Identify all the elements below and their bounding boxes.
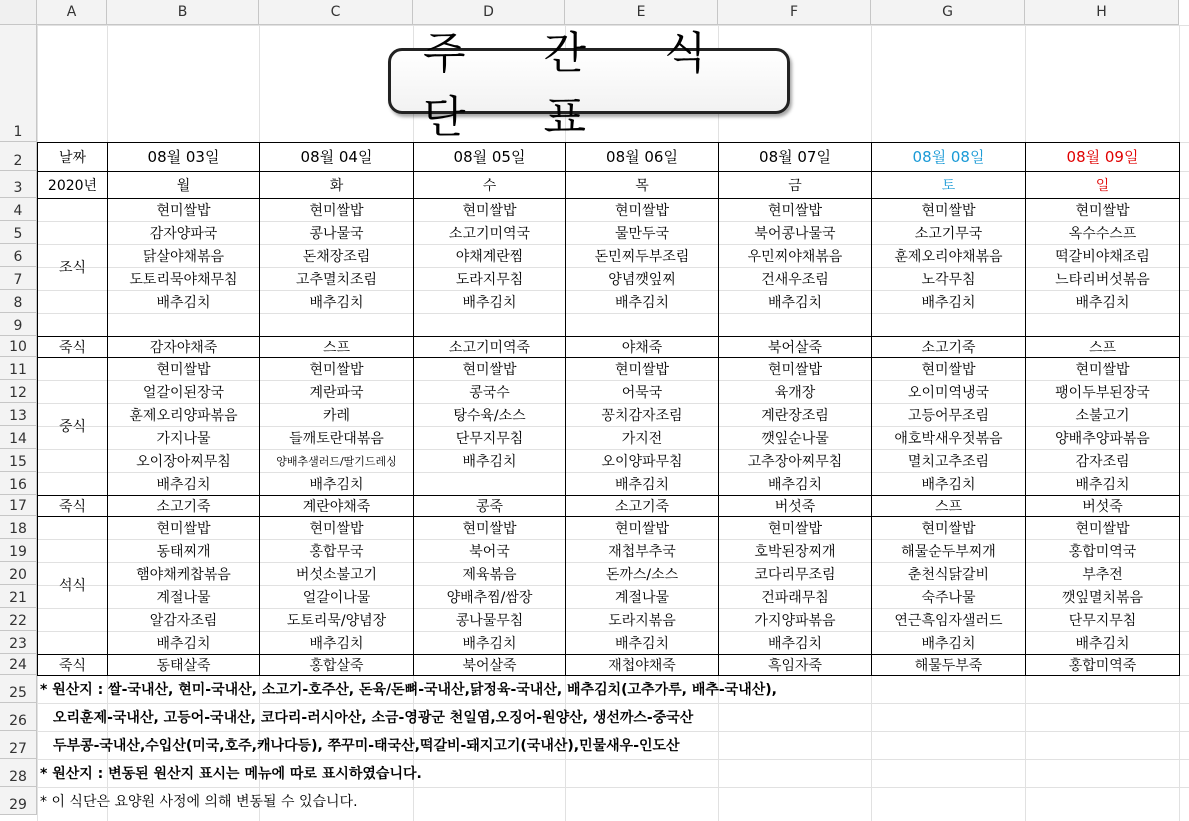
date-label[interactable]: 날짜 <box>58 149 87 166</box>
date-cell[interactable]: 08월 07일 <box>759 148 831 166</box>
porridge-item[interactable]: 홍합미역죽 <box>1068 657 1137 674</box>
row-header[interactable]: 19 <box>0 539 37 562</box>
menu-item[interactable] <box>414 472 565 495</box>
menu-item[interactable]: 현미쌀밥 <box>462 361 517 378</box>
year-label[interactable]: 2020년 <box>47 177 98 194</box>
menu-item[interactable]: 육개장 <box>774 384 816 401</box>
menu-item[interactable]: 양배추샐러드/딸기드레싱 <box>276 454 397 468</box>
porridge-label[interactable]: 죽식 <box>58 498 87 515</box>
menu-item[interactable]: 현미쌀밥 <box>767 202 823 219</box>
date-cell[interactable]: 08월 03일 <box>147 148 220 166</box>
weekday-cell[interactable]: 일 <box>1095 177 1110 194</box>
porridge-item[interactable]: 스프 <box>1088 339 1117 356</box>
menu-item[interactable]: 고추멸치조림 <box>295 271 378 288</box>
row-header[interactable]: 14 <box>0 426 37 449</box>
menu-item[interactable]: 양념깻잎찌 <box>608 271 676 288</box>
porridge-item[interactable]: 버섯죽 <box>1082 498 1123 515</box>
menu-item[interactable]: 배추김치 <box>309 635 364 652</box>
origin-note[interactable]: * 원산지 : 쌀-국내산, 현미-국내산, 소고기-호주산, 돈육/돈뼈-국내산,닭정육-국내산, 배추김치(고추가루, 배추-국내산), <box>40 682 777 698</box>
menu-item[interactable]: 현미쌀밥 <box>309 361 364 378</box>
porridge-item[interactable]: 계란야채죽 <box>302 498 371 515</box>
porridge-item[interactable]: 소고기죽 <box>156 498 211 515</box>
menu-item[interactable]: 배추김치 <box>156 635 211 652</box>
menu-item[interactable]: 애호박새우젓볶음 <box>894 430 1003 447</box>
menu-item[interactable]: 버섯소불고기 <box>295 566 378 583</box>
column-header[interactable]: E <box>565 0 718 25</box>
column-header[interactable]: D <box>413 0 565 25</box>
menu-item[interactable]: 콩나물무침 <box>455 612 524 629</box>
porridge-item[interactable]: 소고기미역죽 <box>448 339 531 356</box>
porridge-item[interactable]: 스프 <box>934 498 963 515</box>
weekday-cell[interactable]: 화 <box>329 177 344 194</box>
menu-item[interactable]: 돈채장조림 <box>302 248 371 265</box>
menu-item[interactable]: 현미쌀밥 <box>1075 520 1130 537</box>
menu-item[interactable]: 배추김치 <box>767 294 823 311</box>
row-header[interactable]: 29 <box>0 787 37 815</box>
menu-item[interactable]: 도라지무침 <box>455 271 524 288</box>
porridge-item[interactable]: 해물두부죽 <box>914 657 983 674</box>
column-header[interactable]: G <box>871 0 1025 25</box>
porridge-item[interactable]: 감자야채죽 <box>149 339 218 356</box>
table-border <box>1179 142 1180 675</box>
menu-item[interactable]: 건새우조림 <box>761 271 829 288</box>
row-header[interactable]: 4 <box>0 198 37 221</box>
menu-item[interactable]: 도라지볶음 <box>608 612 676 629</box>
column-header[interactable]: B <box>107 0 259 25</box>
row-header[interactable]: 27 <box>0 731 37 759</box>
menu-item[interactable]: 현미쌀밥 <box>921 202 976 219</box>
menu-item[interactable]: 계절나물 <box>614 589 670 606</box>
menu-item[interactable]: 느타리버섯볶음 <box>1055 271 1150 288</box>
menu-item[interactable]: 재첩부추국 <box>608 543 676 560</box>
menu-item[interactable]: 배추김치 <box>156 476 211 493</box>
row-header[interactable]: 28 <box>0 759 37 787</box>
weekday-cell[interactable]: 목 <box>635 177 649 194</box>
menu-item[interactable]: 계절나물 <box>156 589 211 606</box>
menu-item[interactable]: 배추김치 <box>1075 294 1130 311</box>
menu-item[interactable]: 훈제오리야채볶음 <box>894 248 1003 265</box>
menu-item[interactable]: 홍합미역국 <box>1068 543 1137 560</box>
column-header[interactable]: A <box>37 0 107 25</box>
weekday-cell[interactable]: 월 <box>176 177 191 194</box>
menu-item[interactable]: 오이양파무침 <box>601 453 683 470</box>
date-cell[interactable]: 08월 09일 <box>1066 148 1139 166</box>
menu-item[interactable]: 옥수수스프 <box>1068 225 1137 242</box>
menu-item[interactable]: 탕수육/소스 <box>453 407 526 424</box>
row-header[interactable]: 23 <box>0 631 37 654</box>
menu-item[interactable]: 현미쌀밥 <box>156 202 211 219</box>
menu-item[interactable]: 감자양파국 <box>149 225 218 242</box>
menu-item[interactable]: 현미쌀밥 <box>614 202 670 219</box>
row-header[interactable]: 2 <box>0 142 37 171</box>
row-header[interactable]: 17 <box>0 495 37 516</box>
menu-item[interactable]: 들깨토란대볶음 <box>289 430 384 447</box>
menu-item[interactable]: 양배추양파볶음 <box>1055 430 1150 447</box>
gridline <box>37 313 1189 314</box>
row-header[interactable]: 7 <box>0 267 37 290</box>
menu-item[interactable]: 배추김치 <box>462 453 517 470</box>
porridge-item[interactable]: 버섯죽 <box>774 498 816 515</box>
row-header[interactable]: 22 <box>0 608 37 631</box>
row-header[interactable]: 13 <box>0 403 37 426</box>
origin-note[interactable]: * 이 식단은 요양원 사정에 의해 변동될 수 있습니다. <box>40 794 358 810</box>
porridge-item[interactable]: 콩죽 <box>475 498 504 515</box>
menu-item[interactable]: 현미쌀밥 <box>309 202 364 219</box>
row-header[interactable]: 1 <box>0 25 37 142</box>
porridge-item[interactable]: 북어살죽 <box>767 339 823 356</box>
menu-item[interactable]: 콩나물국 <box>309 225 364 242</box>
row-header[interactable]: 11 <box>0 357 37 380</box>
menu-item[interactable]: 물만두국 <box>614 225 670 242</box>
menu-item[interactable]: 콩국수 <box>469 384 510 401</box>
menu-item[interactable]: 야채계란찜 <box>455 248 524 265</box>
menu-item[interactable]: 돈까스/소스 <box>605 566 679 583</box>
menu-item[interactable]: 고추장아찌무침 <box>747 453 843 470</box>
menu-item[interactable]: 현미쌀밥 <box>156 520 211 537</box>
menu-item[interactable]: 깻잎멸치볶음 <box>1061 589 1144 606</box>
menu-item[interactable]: 홍합무국 <box>309 543 364 560</box>
menu-item[interactable]: 떡갈비야채조림 <box>1055 248 1150 265</box>
menu-item[interactable]: 부추전 <box>1082 566 1123 583</box>
title-box <box>388 28 790 143</box>
row-header[interactable]: 18 <box>0 516 37 539</box>
menu-item[interactable]: 숙주나물 <box>921 589 976 606</box>
breakfast-label[interactable]: 조식 <box>58 260 87 276</box>
menu-item[interactable]: 배추김치 <box>309 294 364 311</box>
menu-item[interactable]: 팽이두부된장국 <box>1055 384 1150 401</box>
menu-item[interactable]: 배추김치 <box>156 294 211 311</box>
porridge-item[interactable]: 북어살죽 <box>462 657 517 674</box>
menu-item[interactable]: 돈민찌두부조림 <box>594 248 690 265</box>
row-header[interactable]: 20 <box>0 562 37 585</box>
menu-item[interactable]: 소불고기 <box>1075 407 1130 424</box>
menu-item[interactable]: 현미쌀밥 <box>921 520 976 537</box>
menu-item[interactable]: 배추김치 <box>1075 476 1130 493</box>
menu-item[interactable]: 북어콩나물국 <box>754 225 836 242</box>
menu-item[interactable]: 도토리묵야채무침 <box>129 271 238 288</box>
menu-item[interactable]: 배추김치 <box>767 476 823 493</box>
menu-item[interactable]: 노각무침 <box>921 271 976 288</box>
menu-item[interactable]: 카레 <box>322 407 351 424</box>
dinner-label[interactable]: 석식 <box>58 578 87 594</box>
menu-item[interactable]: 동태찌개 <box>156 543 211 560</box>
menu-item[interactable]: 배추김치 <box>767 635 823 652</box>
menu-item[interactable]: 소고기미역국 <box>448 225 531 242</box>
menu-item[interactable]: 꽁치감자조림 <box>601 407 683 424</box>
row-header[interactable]: 3 <box>0 171 37 198</box>
origin-note[interactable]: * 원산지 : 변동된 원산지 표시는 메뉴에 따로 표시하였습니다. <box>40 766 422 782</box>
menu-item[interactable]: 연근흑임자샐러드 <box>894 612 1003 629</box>
row-header[interactable]: 25 <box>0 675 37 703</box>
menu-item[interactable]: 닭살야채볶음 <box>142 248 225 265</box>
select-all-corner[interactable] <box>0 0 37 25</box>
menu-item[interactable]: 춘천식닭갈비 <box>907 566 990 583</box>
porridge-item[interactable]: 스프 <box>322 339 351 356</box>
menu-item[interactable]: 햄야채케찹볶음 <box>136 566 231 583</box>
menu-item[interactable]: 호박된장찌개 <box>754 543 836 560</box>
menu-item[interactable]: 단무지무침 <box>455 430 524 447</box>
menu-item[interactable]: 현미쌀밥 <box>462 202 517 219</box>
row-header[interactable]: 5 <box>0 221 37 244</box>
porridge-item[interactable]: 소고기죽 <box>614 498 670 515</box>
menu-item[interactable]: 배추김치 <box>921 635 976 652</box>
menu-item[interactable]: 알감자조림 <box>149 612 218 629</box>
porridge-item[interactable]: 소고기죽 <box>921 339 976 356</box>
menu-item[interactable]: 도토리묵/양념장 <box>286 612 387 629</box>
porridge-item[interactable]: 흑임자죽 <box>767 657 823 674</box>
menu-item[interactable]: 배추김치 <box>462 294 517 311</box>
row-header[interactable]: 15 <box>0 449 37 472</box>
menu-item[interactable]: 소고기무국 <box>914 225 983 242</box>
porridge-item[interactable]: 홍합살죽 <box>309 657 364 674</box>
porridge-item[interactable]: 재첩야채죽 <box>608 657 676 674</box>
menu-item[interactable]: 얼갈이나물 <box>302 589 371 606</box>
menu-item[interactable]: 얼갈이된장국 <box>142 384 225 401</box>
menu-item[interactable]: 북어국 <box>469 543 510 560</box>
porridge-label[interactable]: 죽식 <box>58 339 87 356</box>
porridge-item[interactable]: 동태살죽 <box>156 657 211 674</box>
menu-item[interactable]: 훈제오리양파볶음 <box>129 407 238 424</box>
menu-item[interactable]: 가지전 <box>621 430 663 447</box>
row-header[interactable]: 6 <box>0 244 37 267</box>
menu-item[interactable]: 가지양파볶음 <box>754 612 836 629</box>
menu-item[interactable]: 배추김치 <box>921 294 976 311</box>
column-header[interactable]: C <box>259 0 413 25</box>
row-header[interactable]: 8 <box>0 290 37 313</box>
menu-item[interactable]: 단무지무침 <box>1068 612 1137 629</box>
menu-item[interactable]: 깻잎순나물 <box>761 430 829 447</box>
weekday-cell[interactable]: 수 <box>482 177 497 194</box>
menu-item[interactable]: 양배추찜/쌈장 <box>446 589 533 606</box>
menu-item[interactable]: 어묵국 <box>621 384 663 401</box>
menu-item[interactable]: 계란장조림 <box>761 407 829 424</box>
date-cell[interactable]: 08월 04일 <box>300 148 373 166</box>
origin-note[interactable]: 두부콩-국내산,수입산(미국,호주,캐나다등), 쭈꾸미-태국산,떡갈비-돼지고기(국내산),민물새우-인도산 <box>53 738 680 754</box>
menu-item[interactable]: 계란파국 <box>309 384 364 401</box>
row-header[interactable]: 16 <box>0 472 37 495</box>
row-header[interactable]: 9 <box>0 313 37 336</box>
menu-item[interactable]: 현미쌀밥 <box>309 520 364 537</box>
row-header[interactable]: 12 <box>0 380 37 403</box>
menu-item[interactable]: 현미쌀밥 <box>614 361 670 378</box>
row-header[interactable]: 21 <box>0 585 37 608</box>
date-cell[interactable]: 08월 06일 <box>606 148 678 166</box>
menu-item[interactable]: 고등어무조림 <box>907 407 990 424</box>
menu-item[interactable]: 우민찌야채볶음 <box>747 248 843 265</box>
menu-item[interactable]: 제육볶음 <box>462 566 517 583</box>
menu-item[interactable]: 현미쌀밥 <box>767 361 823 378</box>
page-title: 주 간 식 단 표 <box>423 28 739 143</box>
menu-item[interactable]: 현미쌀밥 <box>614 520 670 537</box>
menu-item[interactable]: 현미쌀밥 <box>1075 361 1130 378</box>
column-header[interactable]: F <box>718 0 871 25</box>
menu-item[interactable]: 감자조림 <box>1075 453 1130 470</box>
menu-item[interactable]: 배추김치 <box>1075 635 1130 652</box>
porridge-item[interactable]: 야채죽 <box>621 339 663 356</box>
menu-item[interactable]: 현미쌀밥 <box>1075 202 1130 219</box>
menu-item[interactable]: 배추김치 <box>614 294 670 311</box>
origin-note[interactable]: 오리훈제-국내산, 고등어-국내산, 코다리-러시아산, 소금-영광군 천일염,오징어-원양산, 생선까스-중국산 <box>53 710 694 726</box>
menu-item[interactable]: 배추김치 <box>309 476 364 493</box>
date-cell[interactable]: 08월 05일 <box>453 148 526 166</box>
menu-item[interactable]: 현미쌀밥 <box>921 361 976 378</box>
menu-item[interactable]: 현미쌀밥 <box>462 520 517 537</box>
row-header[interactable]: 26 <box>0 703 37 731</box>
lunch-label[interactable]: 중식 <box>58 419 87 435</box>
row-header[interactable]: 24 <box>0 654 37 675</box>
menu-item[interactable]: 현미쌀밥 <box>156 361 211 378</box>
menu-item[interactable]: 배추김치 <box>462 635 517 652</box>
column-header[interactable]: H <box>1025 0 1179 25</box>
menu-item[interactable]: 오이미역냉국 <box>907 384 990 401</box>
menu-item[interactable]: 해물순두부찌개 <box>901 543 996 560</box>
porridge-label[interactable]: 죽식 <box>58 657 87 674</box>
weekday-cell[interactable]: 토 <box>941 177 956 194</box>
menu-item[interactable]: 멸치고추조림 <box>907 453 990 470</box>
menu-item[interactable]: 건파래무침 <box>761 589 829 606</box>
menu-item[interactable]: 코다리무조림 <box>754 566 836 583</box>
row-header[interactable]: 10 <box>0 336 37 357</box>
menu-item[interactable]: 현미쌀밥 <box>767 520 823 537</box>
date-cell[interactable]: 08월 08일 <box>912 148 985 166</box>
menu-item[interactable]: 배추김치 <box>614 635 670 652</box>
menu-item[interactable]: 가지나물 <box>156 430 211 447</box>
menu-item[interactable]: 배추김치 <box>921 476 976 493</box>
menu-item[interactable]: 오이장아찌무침 <box>136 453 231 470</box>
weekday-cell[interactable]: 금 <box>788 177 802 194</box>
menu-item[interactable]: 배추김치 <box>614 476 670 493</box>
